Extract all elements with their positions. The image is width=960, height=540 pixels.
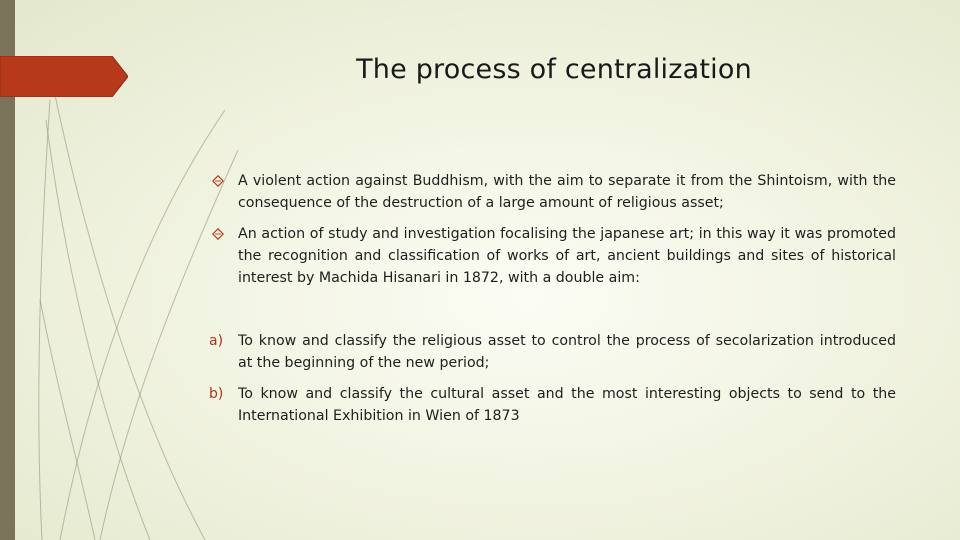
bullet-item xyxy=(212,223,896,289)
lettered-item xyxy=(209,383,896,427)
bullet-text: A violent action against Buddhism, with the aim to separate it from the Shintoism, with the consequence of the destruction of a large amount of religious asset; xyxy=(238,173,896,211)
list-letter: a) xyxy=(209,333,224,349)
diamond-outline-icon xyxy=(212,223,224,240)
diamond-outline-icon xyxy=(212,170,224,187)
bullet-text: An action of study and investigation focalising the japanese art; in this way it was promoted the recognition and classification of works of art, ancient buildings and sites of historical interest by Machida Hisanari in 1872, with a double aim: xyxy=(238,226,896,286)
bullet-item xyxy=(212,170,896,214)
lettered-text: To know and classify the religious asset to control the process of secolarization introduced at the beginning of the new period; xyxy=(238,333,896,371)
lettered-item xyxy=(209,330,896,374)
lettered-text: To know and classify the cultural asset and the most interesting objects to send to the International Exhibition in Wien of 1873 xyxy=(238,386,896,424)
slide-title: The process of centralization xyxy=(356,54,752,85)
list-letter: b) xyxy=(209,386,224,402)
slide-content xyxy=(209,170,896,436)
title-accent-tab xyxy=(0,56,128,97)
